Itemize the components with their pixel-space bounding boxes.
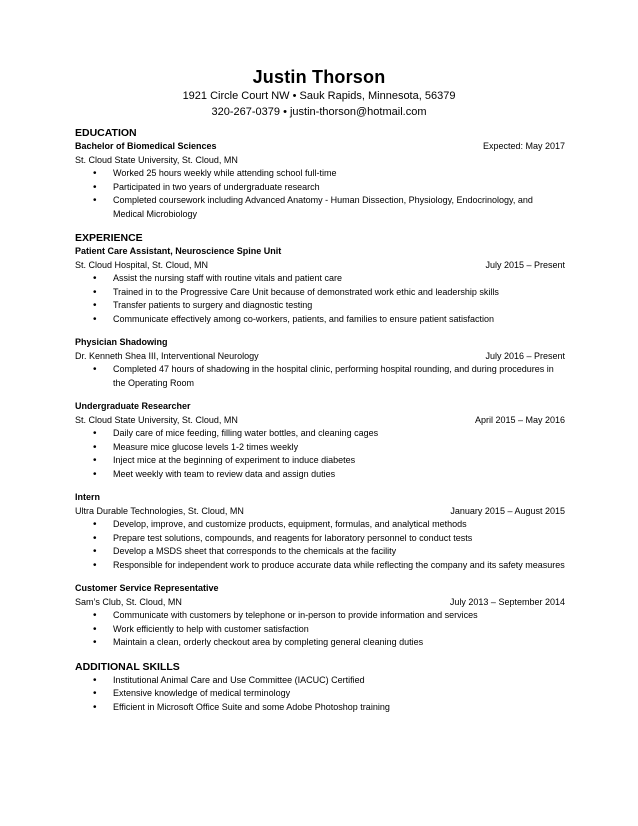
job-date: July 2016 – Present [485, 350, 565, 361]
candidate-name: Justin Thorson [252, 67, 386, 87]
address-line: 1921 Circle Court NW • Sauk Rapids, Minnesota, 56379 [182, 90, 456, 102]
experience-section [75, 231, 565, 650]
job-title: Intern [75, 492, 101, 502]
job-org-row [75, 414, 565, 428]
bullet-item: • Communicate with customers by telephone or in-person to provide information and services [75, 609, 565, 623]
bullet-item: • Extensive knowledge of medical terminology [75, 687, 565, 701]
job-organization: St. Cloud Hospital, St. Cloud, MN [75, 259, 209, 270]
bullet-item: • Meet weekly with team to review data and assign duties [75, 468, 565, 482]
bullet-item: • Assist the nursing staff with routine vitals and patient care [75, 272, 565, 286]
education-header-row [75, 140, 565, 154]
job-org-row [75, 259, 565, 273]
bullet-item: • Work efficiently to help with customer satisfaction [75, 623, 565, 637]
skills-section [75, 660, 565, 715]
job-title: Patient Care Assistant, Neuroscience Spine Unit [75, 246, 282, 256]
resume-header [0, 66, 638, 120]
experience-entry [75, 245, 565, 326]
bullet-item: • Participated in two years of undergraduate research [75, 181, 565, 195]
job-title: Physician Shadowing [75, 337, 168, 347]
bullet-item: • Measure mice glucose levels 1-2 times weekly [75, 441, 565, 455]
bullet-item: • Efficient in Microsoft Office Suite and some Adobe Photoshop training [75, 701, 565, 715]
bullet-item: • Maintain a clean, orderly checkout area by completing general cleaning duties [75, 636, 565, 650]
job-title: Customer Service Representative [75, 583, 219, 593]
job-org-row [75, 505, 565, 519]
skills-bullets [75, 674, 565, 715]
job-org-row [75, 350, 565, 364]
job-bullets [75, 427, 565, 481]
experience-entry [75, 491, 565, 572]
job-bullets [75, 363, 565, 390]
job-organization: Dr. Kenneth Shea III, Interventional Neurology [75, 350, 259, 361]
resume-body [75, 126, 565, 724]
job-organization: St. Cloud State University, St. Cloud, MN [75, 414, 238, 425]
bullet-item: • Transfer patients to surgery and diagnostic testing [75, 299, 565, 313]
job-date: January 2015 – August 2015 [450, 505, 565, 516]
bullet-item: • Responsible for independent work to produce accurate data while reflecting the company and its safety measures [75, 559, 565, 573]
education-date: Expected: May 2017 [482, 141, 565, 151]
school-name: St. Cloud State University, St. Cloud, MN [75, 154, 238, 165]
bullet-item: • Institutional Animal Care and Use Committee (IACUC) Certified [75, 674, 565, 688]
job-bullets [75, 609, 565, 650]
job-bullets [75, 518, 565, 572]
degree-name: Bachelor of Biomedical Sciences [75, 141, 217, 151]
job-title: Undergraduate Researcher [75, 401, 191, 411]
bullet-item: • Worked 25 hours weekly while attending school full-time [75, 167, 565, 181]
bullet-item: • Completed coursework including Advanced Anatomy - Human Dissection, Physiology, Endocrinology, and Medical Microbiology [75, 194, 565, 221]
job-date: July 2013 – September 2014 [449, 596, 565, 607]
job-organization: Ultra Durable Technologies, St. Cloud, MN [75, 505, 244, 516]
bullet-item: • Communicate effectively among co-workers, patients, and families to ensure patient satisfaction [75, 313, 565, 327]
job-date: April 2015 – May 2016 [474, 414, 565, 425]
experience-entry [75, 400, 565, 481]
bullet-item: • Develop a MSDS sheet that corresponds to the chemicals at the facility [75, 545, 565, 559]
job-bullets [75, 272, 565, 326]
job-organization: Sam’s Club, St. Cloud, MN [75, 596, 182, 607]
education-bullets [75, 167, 565, 221]
bullet-item: • Completed 47 hours of shadowing in the hospital clinic, performing hospital rounding, and during procedures in the Operating Room [75, 363, 565, 390]
contact-line: 320-267-0379 • justin-thorson@hotmail.com [211, 106, 427, 118]
education-section [75, 126, 565, 221]
bullet-item: • Inject mice at the beginning of experiment to induce diabetes [75, 454, 565, 468]
section-title: EDUCATION [75, 127, 137, 139]
section-title: EXPERIENCE [75, 232, 143, 244]
section-title: ADDITIONAL SKILLS [75, 660, 180, 673]
bullet-item: • Daily care of mice feeding, filling water bottles, and cleaning cages [75, 427, 565, 441]
bullet-item: • Prepare test solutions, compounds, and reagents for laboratory personnel to conduct tests [75, 532, 565, 546]
bullet-item: • Trained in to the Progressive Care Unit because of demonstrated work ethic and leadership skills [75, 286, 565, 300]
experience-entry [75, 336, 565, 390]
job-org-row [75, 596, 565, 610]
job-date: July 2015 – Present [485, 259, 565, 270]
experience-entry [75, 582, 565, 650]
bullet-item: • Develop, improve, and customize products, equipment, formulas, and analytical methods [75, 518, 565, 532]
